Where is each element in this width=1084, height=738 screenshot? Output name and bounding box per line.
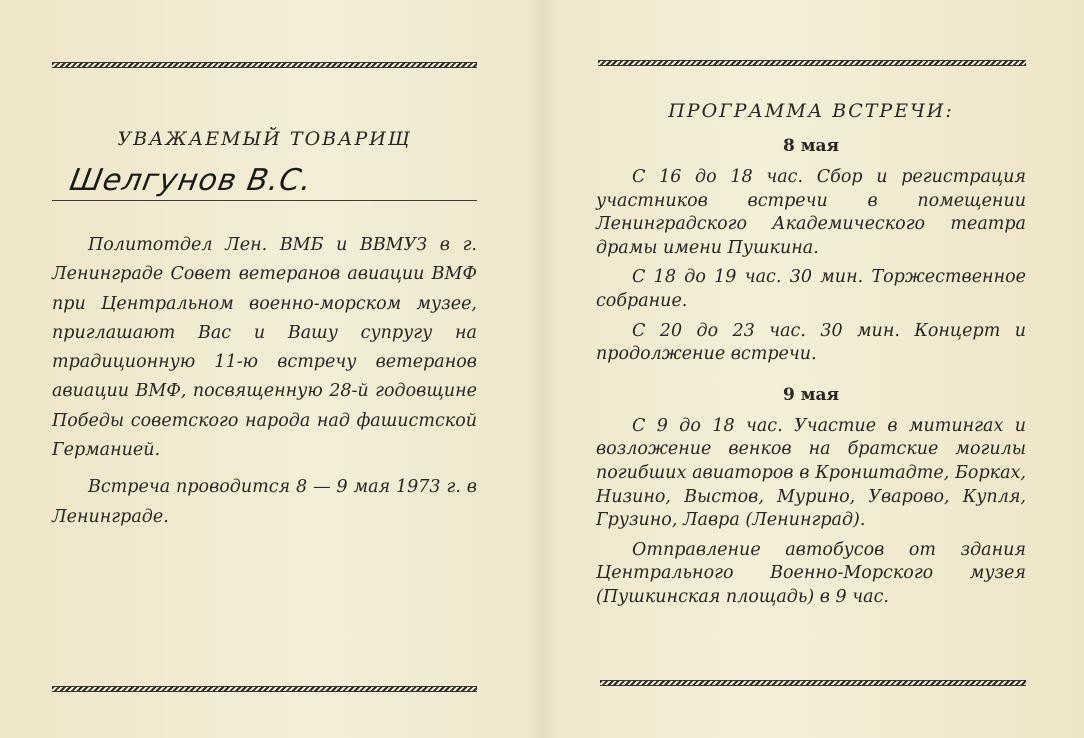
- recipient-name-handwritten: Шелгунов В.С.: [66, 163, 316, 198]
- day-heading-may-9: 9 мая: [782, 384, 840, 405]
- fold-crease: [528, 0, 558, 738]
- program-item: С 9 до 18 час. Участие в митингах и возложение венков на братские могилы погибших авиаторов в Кронштадте, Борках, Низино, Выстов, Мурино, Уварово, Купля, Грузино, Лавра (Ленинград).: [596, 415, 1026, 531]
- meeting-date-text: Встреча проводится 8 — 9 мая 1973 г. в Ленинграде.: [52, 477, 477, 527]
- program-item: С 18 до 19 час. 30 мин. Торжественное собрание.: [596, 267, 1026, 311]
- top-right-divider: [598, 60, 1026, 66]
- invitation-text: Политотдел Лен. ВМБ и ВВМУЗ в г. Ленинграде Совет ветеранов авиации ВМФ при Центральном военно-морском музее, приглашают Вас и Вашу супругу на традиционную 11-ю встречу ветеранов авиации ВМФ, посвященную 28-й годовщине Победы советского народа над фашистской Германией.: [52, 235, 477, 461]
- day-heading-may-8: 8 мая: [782, 136, 840, 156]
- right-page: [596, 90, 1026, 616]
- program-title: ПРОГРАММА ВСТРЕЧИ:: [668, 100, 954, 122]
- left-page: [52, 90, 477, 532]
- salutation-heading: УВАЖАЕМЫЙ ТОВАРИЩ: [117, 128, 412, 150]
- program-item: С 20 до 23 час. 30 мин. Концерт и продолжение встречи.: [596, 320, 1026, 365]
- top-left-divider: [52, 62, 477, 68]
- program-item: Отправление автобусов от здания Центрального Военно-Морского музея (Пушкинская площадь) в 9 час.: [596, 539, 1026, 607]
- program-item: С 16 до 18 час. Сбор и регистрация участников встречи в помещении Ленинградского Академического театра драмы имени Пушкина.: [596, 167, 1026, 258]
- recipient-name-line: [52, 160, 477, 201]
- bottom-left-divider: [52, 686, 477, 692]
- bottom-right-divider: [600, 680, 1026, 686]
